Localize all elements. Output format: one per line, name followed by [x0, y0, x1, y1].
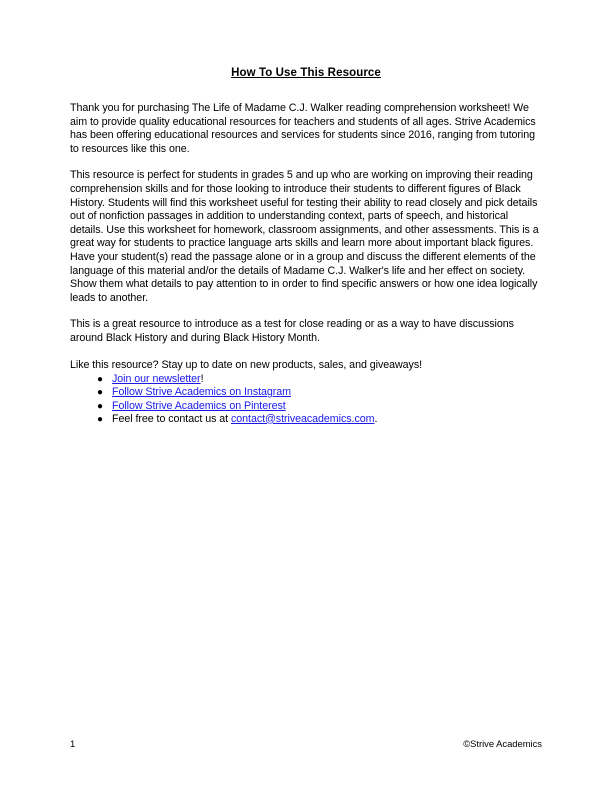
list-item-pinterest — [70, 400, 542, 413]
contact-email-link[interactable]: contact@striveacademics.com — [230, 412, 375, 425]
bullet-icon: ● — [97, 374, 103, 386]
list-item-newsletter — [70, 373, 542, 386]
bullet-icon: ● — [97, 387, 103, 399]
resource-description-paragraph: This resource is perfect for students in grades 5 and up who are working on improving their reading comprehension skills and for those looking to introduce their students to different figures of Black History. Students will find this worksheet useful for testing their ability to read closely and pick details out of nonfiction passages in addition to understanding context, parts of speech, and historical details. Use this worksheet for homework, classroom assignments, and other assessments. This is a great way for students to practice language arts skills and learn more about important black figures. Have your student(s) read the passage alone or in a group and discuss the different elements of the language of this material and/or the details of Madame C.J. Walker's life and her effect on society. Show them what details to pay attention to in order to find specific answers or how one idea logically leads to another. — [70, 169, 539, 304]
copyright-notice: ©Strive Academics — [463, 738, 542, 749]
list-item-instagram — [70, 386, 542, 399]
pinterest-link[interactable]: Follow Strive Academics on Pinterest — [112, 399, 286, 412]
paragraph-spacer — [70, 346, 542, 359]
newsletter-link[interactable]: Join our newsletter — [112, 373, 201, 386]
bullet-icon: ● — [97, 400, 103, 412]
newsletter-lead-in: Like this resource? Stay up to date on new products, sales, and giveaways! — [70, 358, 423, 371]
page-title: How To Use This Resource — [231, 67, 381, 79]
list-item-suffix: . — [374, 412, 378, 425]
intro-paragraph: Thank you for purchasing The Life of Madame C.J. Walker reading comprehension worksheet! We aim to provide quality educational resources for teachers and students of all ages. Strive Academics has been offering educational resources and services for students since 2016, ranging from tutoring to resources like this one. — [70, 102, 536, 155]
usage-suggestion-paragraph: This is a great resource to introduce as a test for close reading or as a way to have discussions around Black History and during Black History Month. — [70, 318, 514, 344]
instagram-link[interactable]: Follow Strive Academics on Instagram — [112, 386, 292, 399]
document-body — [70, 66, 542, 426]
list-item-contact — [70, 413, 542, 426]
list-item-prefix: Feel free to contact us at — [112, 412, 231, 425]
resource-link-list — [70, 373, 542, 426]
list-item-suffix: ! — [200, 373, 204, 386]
bullet-icon: ● — [97, 413, 103, 425]
page-footer — [70, 738, 542, 750]
page-number: 1 — [70, 738, 76, 749]
